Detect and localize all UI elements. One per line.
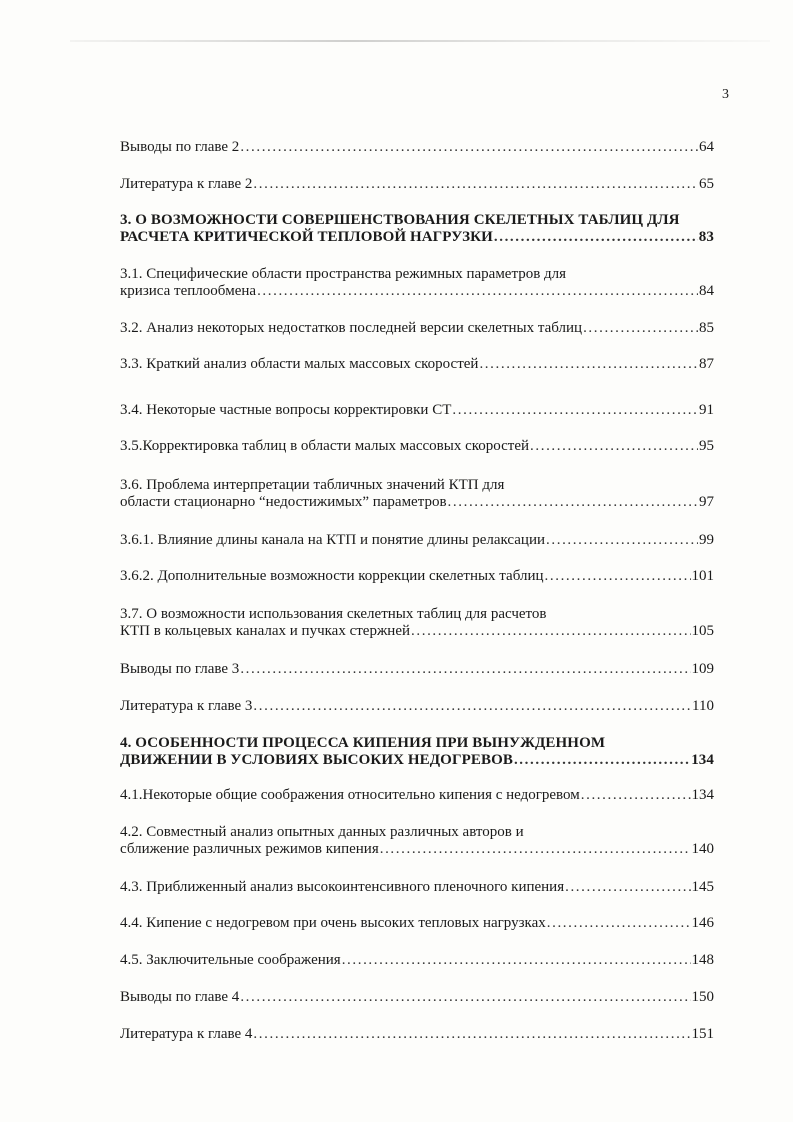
toc-entry-page: 84 [699, 283, 714, 299]
dot-leader [380, 841, 691, 858]
toc-entry-title-line1: 3.7. О возможности использования скелетных таблиц для расчетов [120, 606, 547, 622]
dot-leader [565, 879, 690, 896]
toc-entry-page: 95 [699, 438, 714, 454]
toc-entry-4-5 [120, 952, 714, 969]
toc-entry-literature-ch2 [120, 176, 714, 193]
toc-entry-page: 64 [699, 139, 714, 155]
toc-entry-page: 146 [691, 915, 714, 931]
toc-entry-3-2 [120, 320, 714, 337]
toc-entry-title-line1: 3. О ВОЗМОЖНОСТИ СОВЕРШЕНСТВОВАНИЯ СКЕЛЕТНЫХ ТАБЛИЦ ДЛЯ [120, 212, 680, 228]
toc-entry-title: РАСЧЕТА КРИТИЧЕСКОЙ ТЕПЛОВОЙ НАГРУЗКИ [120, 229, 493, 245]
dot-leader [547, 915, 691, 932]
toc-entry-page: 148 [691, 952, 714, 968]
toc-entry-page: 99 [699, 532, 714, 548]
toc-entry-title-line1: 4. ОСОБЕННОСТИ ПРОЦЕССА КИПЕНИЯ ПРИ ВЫНУЖДЕННОМ [120, 735, 606, 751]
toc-entry-title: Выводы по главе 4 [120, 989, 240, 1005]
toc-entry-page: 151 [691, 1026, 714, 1042]
dot-leader [253, 1026, 690, 1043]
dot-leader [448, 494, 698, 511]
dot-leader [411, 623, 690, 640]
toc-entry-literature-ch4 [120, 1026, 714, 1043]
dot-leader [514, 752, 690, 769]
toc-entry-title: Литература к главе 4 [120, 1026, 253, 1042]
toc-entry-title: сближение различных режимов кипения [120, 841, 379, 857]
dot-leader [240, 989, 690, 1006]
toc-entry-4-3 [120, 879, 714, 896]
toc-chapter-3 [120, 212, 714, 246]
toc-entry-title: Литература к главе 2 [120, 176, 253, 192]
toc-entry-page: 134 [691, 752, 714, 768]
dot-leader [253, 176, 698, 193]
dot-leader [253, 698, 691, 715]
toc-entry-title: кризиса теплообмена [120, 283, 257, 299]
dot-leader [494, 229, 698, 246]
toc-entry-conclusions-ch2 [120, 139, 714, 156]
toc-entry-3-6-2 [120, 568, 714, 585]
toc-entry-title: КТП в кольцевых каналах и пучках стержней [120, 623, 411, 639]
toc-entry-page: 65 [699, 176, 714, 192]
toc-entry-page: 85 [699, 320, 714, 336]
toc-entry-conclusions-ch3 [120, 661, 714, 678]
toc-entry-4-2 [120, 824, 714, 858]
toc-entry-title: 3.2. Анализ некоторых недостатков последней версии скелетных таблиц [120, 320, 583, 336]
dot-leader [581, 787, 691, 804]
dot-leader [530, 438, 698, 455]
toc-chapter-4 [120, 735, 714, 769]
toc-entry-page: 150 [691, 989, 714, 1005]
toc-entry-page: 109 [691, 661, 714, 677]
toc-entry-title-line1: 3.6. Проблема интерпретации табличных значений КТП для [120, 477, 505, 493]
toc-entry-page: 140 [691, 841, 714, 857]
dot-leader [583, 320, 698, 337]
toc-entry-title: 3.5.Корректировка таблиц в области малых массовых скоростей [120, 438, 530, 454]
toc-entry-3-4 [120, 402, 714, 419]
dot-leader [546, 532, 698, 549]
toc-entry-title: 4.5. Заключительные соображения [120, 952, 341, 968]
toc-entry-title: Выводы по главе 2 [120, 139, 240, 155]
toc-entry-title-line1: 4.2. Совместный анализ опытных данных различных авторов и [120, 824, 524, 840]
toc-entry-conclusions-ch4 [120, 989, 714, 1006]
toc-entry-title-line1: 3.1. Специфические области пространства режимных параметров для [120, 266, 567, 282]
toc-entry-title: 3.6.2. Дополнительные возможности коррекции скелетных таблиц [120, 568, 544, 584]
dot-leader [545, 568, 691, 585]
toc-entry-title: ДВИЖЕНИИ В УСЛОВИЯХ ВЫСОКИХ НЕДОГРЕВОВ [120, 752, 513, 768]
toc-entry-title: 4.3. Приближенный анализ высокоинтенсивного пленочного кипения [120, 879, 565, 895]
toc-entry-title: Литература к главе 3 [120, 698, 253, 714]
toc-entry-page: 83 [698, 229, 714, 245]
toc-entry-page: 110 [692, 698, 714, 714]
toc-entry-3-6 [120, 477, 714, 511]
toc-entry-4-1 [120, 787, 714, 804]
dot-leader [479, 356, 698, 373]
dot-leader [257, 283, 698, 300]
dot-leader [240, 661, 690, 678]
dot-leader [240, 139, 698, 156]
toc-entry-literature-ch3 [120, 698, 714, 715]
toc-entry-title: 4.4. Кипение с недогревом при очень высоких тепловых нагрузках [120, 915, 546, 931]
toc-entry-title: 4.1.Некоторые общие соображения относительно кипения с недогревом [120, 787, 580, 803]
toc-entry-page: 87 [699, 356, 714, 372]
page-number: 3 [722, 87, 729, 102]
toc-entry-3-6-1 [120, 532, 714, 549]
toc-entry-title: 3.4. Некоторые частные вопросы корректировки СТ [120, 402, 452, 418]
toc-entry-3-7 [120, 606, 714, 640]
toc-entry-page: 91 [699, 402, 714, 418]
toc-entry-3-5 [120, 438, 714, 455]
toc-entry-page: 145 [691, 879, 714, 895]
toc-entry-title: Выводы по главе 3 [120, 661, 240, 677]
toc-entry-page: 101 [691, 568, 714, 584]
toc-entry-title: области стационарно “недостижимых” параметров [120, 494, 447, 510]
dot-leader [342, 952, 691, 969]
toc-entry-page: 97 [699, 494, 714, 510]
table-of-contents [120, 0, 714, 1122]
toc-entry-title: 3.6.1. Влияние длины канала на КТП и понятие длины релаксации [120, 532, 546, 548]
toc-entry-4-4 [120, 915, 714, 932]
toc-entry-3-1 [120, 266, 714, 300]
toc-entry-page: 134 [691, 787, 714, 803]
toc-entry-3-3 [120, 356, 714, 373]
toc-entry-title: 3.3. Краткий анализ области малых массовых скоростей [120, 356, 479, 372]
dot-leader [452, 402, 698, 419]
toc-entry-page: 105 [691, 623, 714, 639]
